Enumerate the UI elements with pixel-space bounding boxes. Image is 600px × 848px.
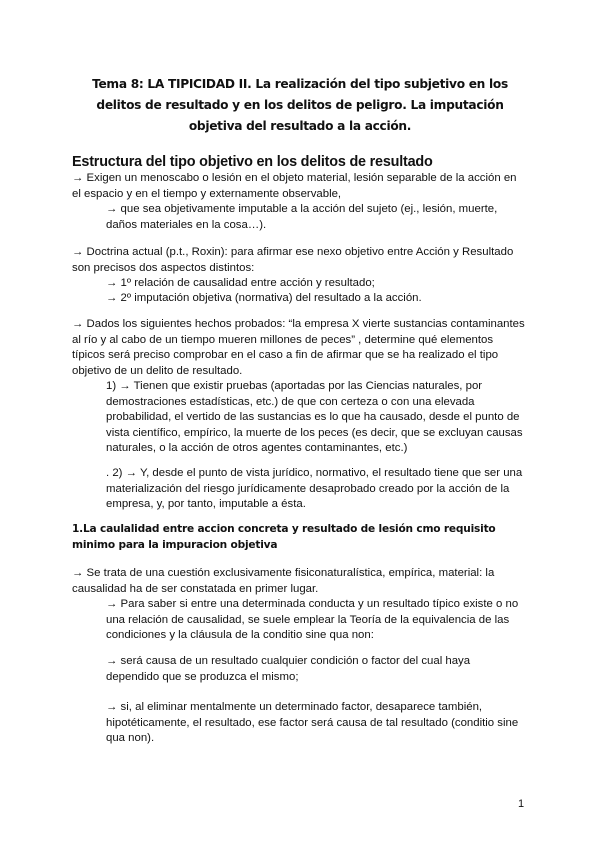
paragraph-fisiconaturalistica: → Se trata de una cuestión exclusivamente fisiconaturalística, empírica, material: la causalidad ha de ser constatada en primer lugar. xyxy=(72,567,495,595)
paragraph-point-1: 1) → Tienen que existir pruebas (aportadas por las Ciencias naturales, por demostraciones estadísticas, etc.) de que con certeza o con una elevada probabilidad, el vertido de las sustancias es lo que ha causado, desde el punto de vista científico, empírico, la muerte de los peces (es decir, que se excluyan causas naturales, o la acción de otros agentes contaminantes, etc.) xyxy=(106,380,523,455)
page-number: 1 xyxy=(518,798,525,810)
paragraph-hechos-probados: → Dados los siguientes hechos probados: “la empresa X vierte sustancias contaminantes al río y al cabo de un tiempo mueren millones de peces” , determine qué elementos típicos será preciso comprobar en el caso a fin de afirmar que se ha realizado el tipo objetivo de un delito de resultado. xyxy=(72,318,525,377)
paragraph-imputable: → que sea objetivamente imputable a la acción del sujeto (ej., lesión, muerte, daños materiales en la cosa…). xyxy=(106,203,498,231)
paragraph-lesion: → Exigen un menoscabo o lesión en el objeto material, lesión separable de la acción en el espacio y en el tiempo y externamente observable, xyxy=(72,172,517,200)
paragraph-doctrina: → Doctrina actual (p.t., Roxin): para afirmar ese nexo objetivo entre Acción y Resultado son precisos dos aspectos distintos: xyxy=(72,246,514,274)
paragraph-point-2: . 2) → Y, desde el punto de vista jurídico, normativo, el resultado tiene que ser una materialización del riesgo jurídicamente desaprobado creado por la acción de la empresa, y, por tanto, imputable a ésta. xyxy=(106,467,523,511)
section-heading-structure: Estructura del tipo objetivo en los delitos de resultado xyxy=(72,154,433,170)
paragraph-causalidad: → 1º relación de causalidad entre acción y resultado; xyxy=(106,277,375,289)
paragraph-conditio-sine-qua-non: → si, al eliminar mentalmente un determinado factor, desaparece también, hipotéticamente, el resultado, ese factor será causa de tal resultado (conditio sine qua non). xyxy=(106,701,519,745)
paragraph-imputacion: → 2º imputación objetiva (normativa) del resultado a la acción. xyxy=(106,292,422,304)
document-title: Tema 8: LA TIPICIDAD II. La realización del tipo subjetivo en los delitos de resultado y en los delitos de peligro. La imputación objetiva del resultado a la acción. xyxy=(92,77,508,133)
paragraph-teoria-equivalencia: → Para saber si entre una determinada conducta y un resultado típico existe o no una relación de causalidad, se suele emplear la Teoría de la equivalencia de las condiciones y la cláusula de la conditio sine qua non: xyxy=(106,598,519,642)
section-heading-causalidad: 1.La caulalidad entre accion concreta y resultado de lesión cmo requisito minimo para la impuracion objetiva xyxy=(72,523,496,551)
paragraph-causa-resultado: → será causa de un resultado cualquier condición o factor del cual haya dependido que se produzca el mismo; xyxy=(106,655,471,683)
